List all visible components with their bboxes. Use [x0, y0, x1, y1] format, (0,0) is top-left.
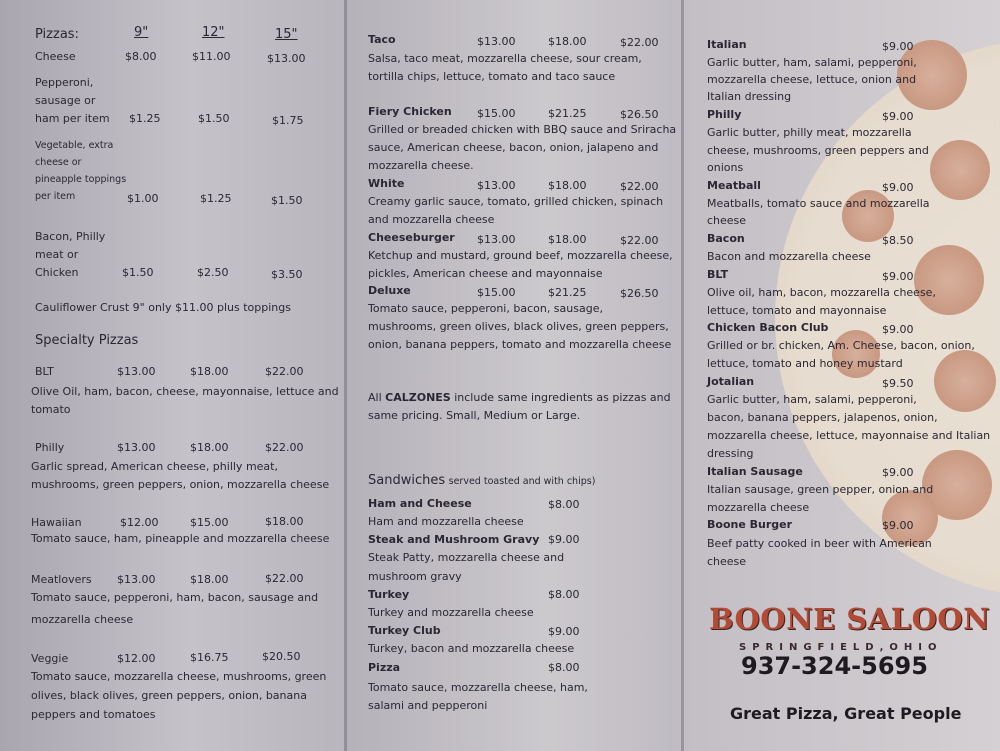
sandwich-description: Steak Patty, mozzarella cheese and — [368, 551, 565, 564]
calzone-note-pre: All — [368, 391, 386, 404]
sandwich-description: Beef patty cooked in beer with American — [707, 537, 932, 550]
topping-line: Vegetable, extra — [35, 140, 114, 151]
price: $18.00 — [548, 179, 587, 192]
sandwich-description: bacon, banana peppers, jalapenos, onion, — [707, 411, 938, 424]
price: $12.00 — [117, 652, 156, 665]
sandwich-name: Meatball — [707, 179, 761, 192]
sandwich-description: Italian dressing — [707, 90, 792, 103]
pizza-description: mozzarella cheese. — [368, 159, 474, 172]
price: $26.50 — [620, 287, 659, 300]
sandwich-name: Jotalian — [707, 375, 755, 388]
pizza-description: Salsa, taco meat, mozzarella cheese, sour cream, — [368, 52, 642, 65]
sandwich-name: Ham and Cheese — [368, 497, 472, 510]
price: $9.00 — [882, 466, 914, 479]
price: $13.00 — [117, 365, 156, 378]
sandwich-name: Pizza — [368, 661, 401, 674]
price: $22.00 — [265, 572, 304, 585]
price: $8.00 — [125, 50, 157, 63]
pizza-name: Meatlovers — [31, 573, 92, 586]
sandwich-name: Italian — [707, 38, 747, 51]
pizza-name: Hawaiian — [31, 516, 82, 529]
calzone-note — [368, 391, 671, 404]
pizza-description: Tomato sauce, pepperoni, bacon, sausage, — [368, 302, 603, 315]
price: $13.00 — [477, 179, 516, 192]
price: $15.00 — [477, 286, 516, 299]
fold-line — [344, 0, 347, 751]
price: $8.00 — [548, 588, 580, 601]
pizza-description: tomato — [31, 403, 71, 416]
price: $9.00 — [882, 323, 914, 336]
size-header-9: 9" — [134, 25, 149, 40]
sandwich-description: Grilled or br. chicken, Am. Cheese, bacon, onion, — [707, 339, 975, 352]
sandwiches-note: served toasted and with chips) — [448, 476, 596, 487]
sandwich-description: mozzarella cheese, lettuce, mayonnaise and Italian — [707, 429, 991, 442]
price: $21.25 — [548, 286, 587, 299]
price: $15.00 — [190, 516, 229, 529]
sandwich-description: cheese — [707, 555, 747, 568]
sandwich-description: mozzarella cheese, lettuce, onion and — [707, 73, 917, 86]
price: $18.00 — [548, 233, 587, 246]
sandwich-description: Ham and mozzarella cheese — [368, 515, 524, 528]
price: $1.75 — [272, 114, 304, 127]
sandwich-name: Turkey — [368, 588, 410, 601]
price: $13.00 — [267, 52, 306, 65]
sandwich-description: lettuce, tomato and mayonnaise — [707, 304, 887, 317]
tagline: Great Pizza, Great People — [730, 704, 962, 723]
price: $9.00 — [882, 40, 914, 53]
sandwich-name: Chicken Bacon Club — [707, 321, 829, 334]
pizza-name: Cheeseburger — [368, 231, 455, 244]
sandwich-description: salami and pepperoni — [368, 699, 488, 712]
fold-line — [681, 0, 684, 751]
price: $15.00 — [477, 107, 516, 120]
price: $22.00 — [620, 180, 659, 193]
price: $26.50 — [620, 108, 659, 121]
price: $13.00 — [477, 233, 516, 246]
sandwich-description: mushroom gravy — [368, 570, 462, 583]
phone-number: 937-324-5695 — [741, 652, 928, 680]
pizza-description: Tomato sauce, mozzarella cheese, mushrooms, green — [31, 670, 327, 683]
cheese-label: Cheese — [35, 50, 76, 63]
price: $9.00 — [882, 110, 914, 123]
topping-line: per item — [35, 191, 76, 202]
topping-line: meat or — [35, 248, 79, 261]
sandwich-description: Italian sausage, green pepper, onion and — [707, 483, 934, 496]
pizza-description: Garlic spread, American cheese, philly meat, — [31, 460, 278, 473]
sandwiches-header — [368, 474, 595, 488]
size-header-12: 12" — [202, 25, 225, 40]
pizza-description: mozzarella cheese — [31, 613, 134, 626]
pizza-description: tortilla chips, lettuce, tomato and taco sauce — [368, 70, 616, 83]
cauliflower-note: Cauliflower Crust 9" only $11.00 plus toppings — [35, 301, 291, 314]
sandwich-description: Olive oil, ham, bacon, mozzarella cheese, — [707, 286, 936, 299]
topping-line: Bacon, Philly — [35, 230, 106, 243]
price: $18.00 — [190, 441, 229, 454]
topping-line: Pepperoni, — [35, 76, 94, 89]
price: $9.00 — [548, 625, 580, 638]
restaurant-logo: BOONE SALOON — [709, 602, 991, 636]
sandwich-description: Garlic butter, ham, salami, pepperoni, — [707, 56, 917, 69]
price: $22.00 — [265, 441, 304, 454]
price: $8.50 — [882, 234, 914, 247]
price: $8.00 — [548, 498, 580, 511]
pizza-name: BLT — [35, 365, 54, 378]
pizza-name: Fiery Chicken — [368, 105, 452, 118]
price: $1.50 — [122, 266, 154, 279]
logo-city: SPRINGFIELD,OHIO — [739, 642, 943, 653]
sandwich-name: BLT — [707, 268, 729, 281]
price: $2.50 — [197, 266, 229, 279]
price: $20.50 — [262, 650, 301, 663]
price: $8.00 — [548, 661, 580, 674]
pizza-name: Deluxe — [368, 284, 411, 297]
price: $9.00 — [882, 270, 914, 283]
price: $9.00 — [882, 519, 914, 532]
pizza-description: and mozzarella cheese — [368, 213, 495, 226]
price: $18.00 — [190, 573, 229, 586]
pizza-name: White — [368, 177, 405, 190]
pizza-description: mushrooms, green olives, black olives, green peppers, — [368, 320, 669, 333]
price: $18.00 — [265, 515, 304, 528]
sandwich-name: Bacon — [707, 232, 745, 245]
pizza-description: Tomato sauce, ham, pineapple and mozzarella cheese — [31, 532, 330, 545]
pizza-description: Ketchup and mustard, ground beef, mozzarella cheese, — [368, 249, 673, 262]
sandwiches-title: Sandwiches — [368, 473, 446, 488]
sandwich-description: cheese, mushrooms, green peppers and — [707, 144, 929, 157]
price: $9.50 — [882, 377, 914, 390]
sandwich-description: lettuce, tomato and honey mustard — [707, 357, 903, 370]
price: $1.50 — [198, 112, 230, 125]
pizza-description: Creamy garlic sauce, tomato, grilled chicken, spinach — [368, 195, 664, 208]
sandwich-description: Tomato sauce, mozzarella cheese, ham, — [368, 681, 588, 694]
price: $9.00 — [548, 533, 580, 546]
calzone-word: CALZONES — [385, 391, 451, 404]
pizza-description: Olive Oil, ham, bacon, cheese, mayonnaise, lettuce and — [31, 385, 339, 398]
pizza-description: pickles, American cheese and mayonnaise — [368, 267, 603, 280]
pizza-description: sauce, American cheese, bacon, onion, jalapeno and — [368, 141, 659, 154]
calzone-note-post: include same ingredients as pizzas and — [450, 391, 671, 404]
pizza-description: onion, banana peppers, tomato and mozzarella cheese — [368, 338, 672, 351]
sandwich-name: Boone Burger — [707, 518, 793, 531]
price: $13.00 — [477, 35, 516, 48]
sandwich-description: Bacon and mozzarella cheese — [707, 250, 871, 263]
price: $13.00 — [117, 441, 156, 454]
price: $13.00 — [117, 573, 156, 586]
sandwich-description: Garlic butter, ham, salami, pepperoni, — [707, 393, 917, 406]
price: $22.00 — [265, 365, 304, 378]
topping-line: ham per item — [35, 112, 110, 125]
price: $9.00 — [882, 181, 914, 194]
pizza-name: Veggie — [31, 652, 69, 665]
topping-line: Chicken — [35, 266, 79, 279]
price: $1.25 — [129, 112, 161, 125]
price: $12.00 — [120, 516, 159, 529]
price: $3.50 — [271, 268, 303, 281]
pizza-name: Philly — [35, 441, 65, 454]
sandwich-description: Meatballs, tomato sauce and mozzarella — [707, 197, 930, 210]
price: $18.00 — [190, 365, 229, 378]
topping-line: sausage or — [35, 94, 96, 107]
sandwich-description: cheese — [707, 214, 747, 227]
sandwich-description: mozzarella cheese — [707, 501, 810, 514]
price: $1.00 — [127, 192, 159, 205]
pizza-description: mushrooms, green peppers, onion, mozzarella cheese — [31, 478, 330, 491]
price: $22.00 — [620, 36, 659, 49]
sandwich-description: Turkey and mozzarella cheese — [368, 606, 534, 619]
sandwich-name: Italian Sausage — [707, 465, 803, 478]
topping-line: pineapple toppings — [35, 174, 127, 185]
pizza-name: Taco — [368, 33, 396, 46]
calzone-note-line2: same pricing. Small, Medium or Large. — [368, 409, 581, 422]
price: $1.50 — [271, 194, 303, 207]
pizza-description: Tomato sauce, pepperoni, ham, bacon, sausage and — [31, 591, 319, 604]
topping-line: cheese or — [35, 157, 82, 168]
sandwich-description: dressing — [707, 447, 754, 460]
price: $1.25 — [200, 192, 232, 205]
pizza-description: peppers and tomatoes — [31, 708, 156, 721]
price: $21.25 — [548, 107, 587, 120]
sandwich-description: Turkey, bacon and mozzarella cheese — [368, 642, 575, 655]
pizzas-label: Pizzas: — [35, 27, 79, 42]
specialty-title: Specialty Pizzas — [35, 333, 139, 348]
size-header-15: 15" — [275, 27, 298, 42]
sandwich-name: Steak and Mushroom Gravy — [368, 533, 540, 546]
price: $11.00 — [192, 50, 231, 63]
sandwich-name: Philly — [707, 108, 742, 121]
pizza-description: Grilled or breaded chicken with BBQ sauce and Sriracha — [368, 123, 677, 136]
price: $22.00 — [620, 234, 659, 247]
sandwich-description: onions — [707, 161, 744, 174]
pizza-description: olives, black olives, green peppers, onion, banana — [31, 689, 307, 702]
sandwich-description: Garlic butter, philly meat, mozzarella — [707, 126, 912, 139]
price: $18.00 — [548, 35, 587, 48]
price: $16.75 — [190, 651, 229, 664]
sandwich-name: Turkey Club — [368, 624, 441, 637]
